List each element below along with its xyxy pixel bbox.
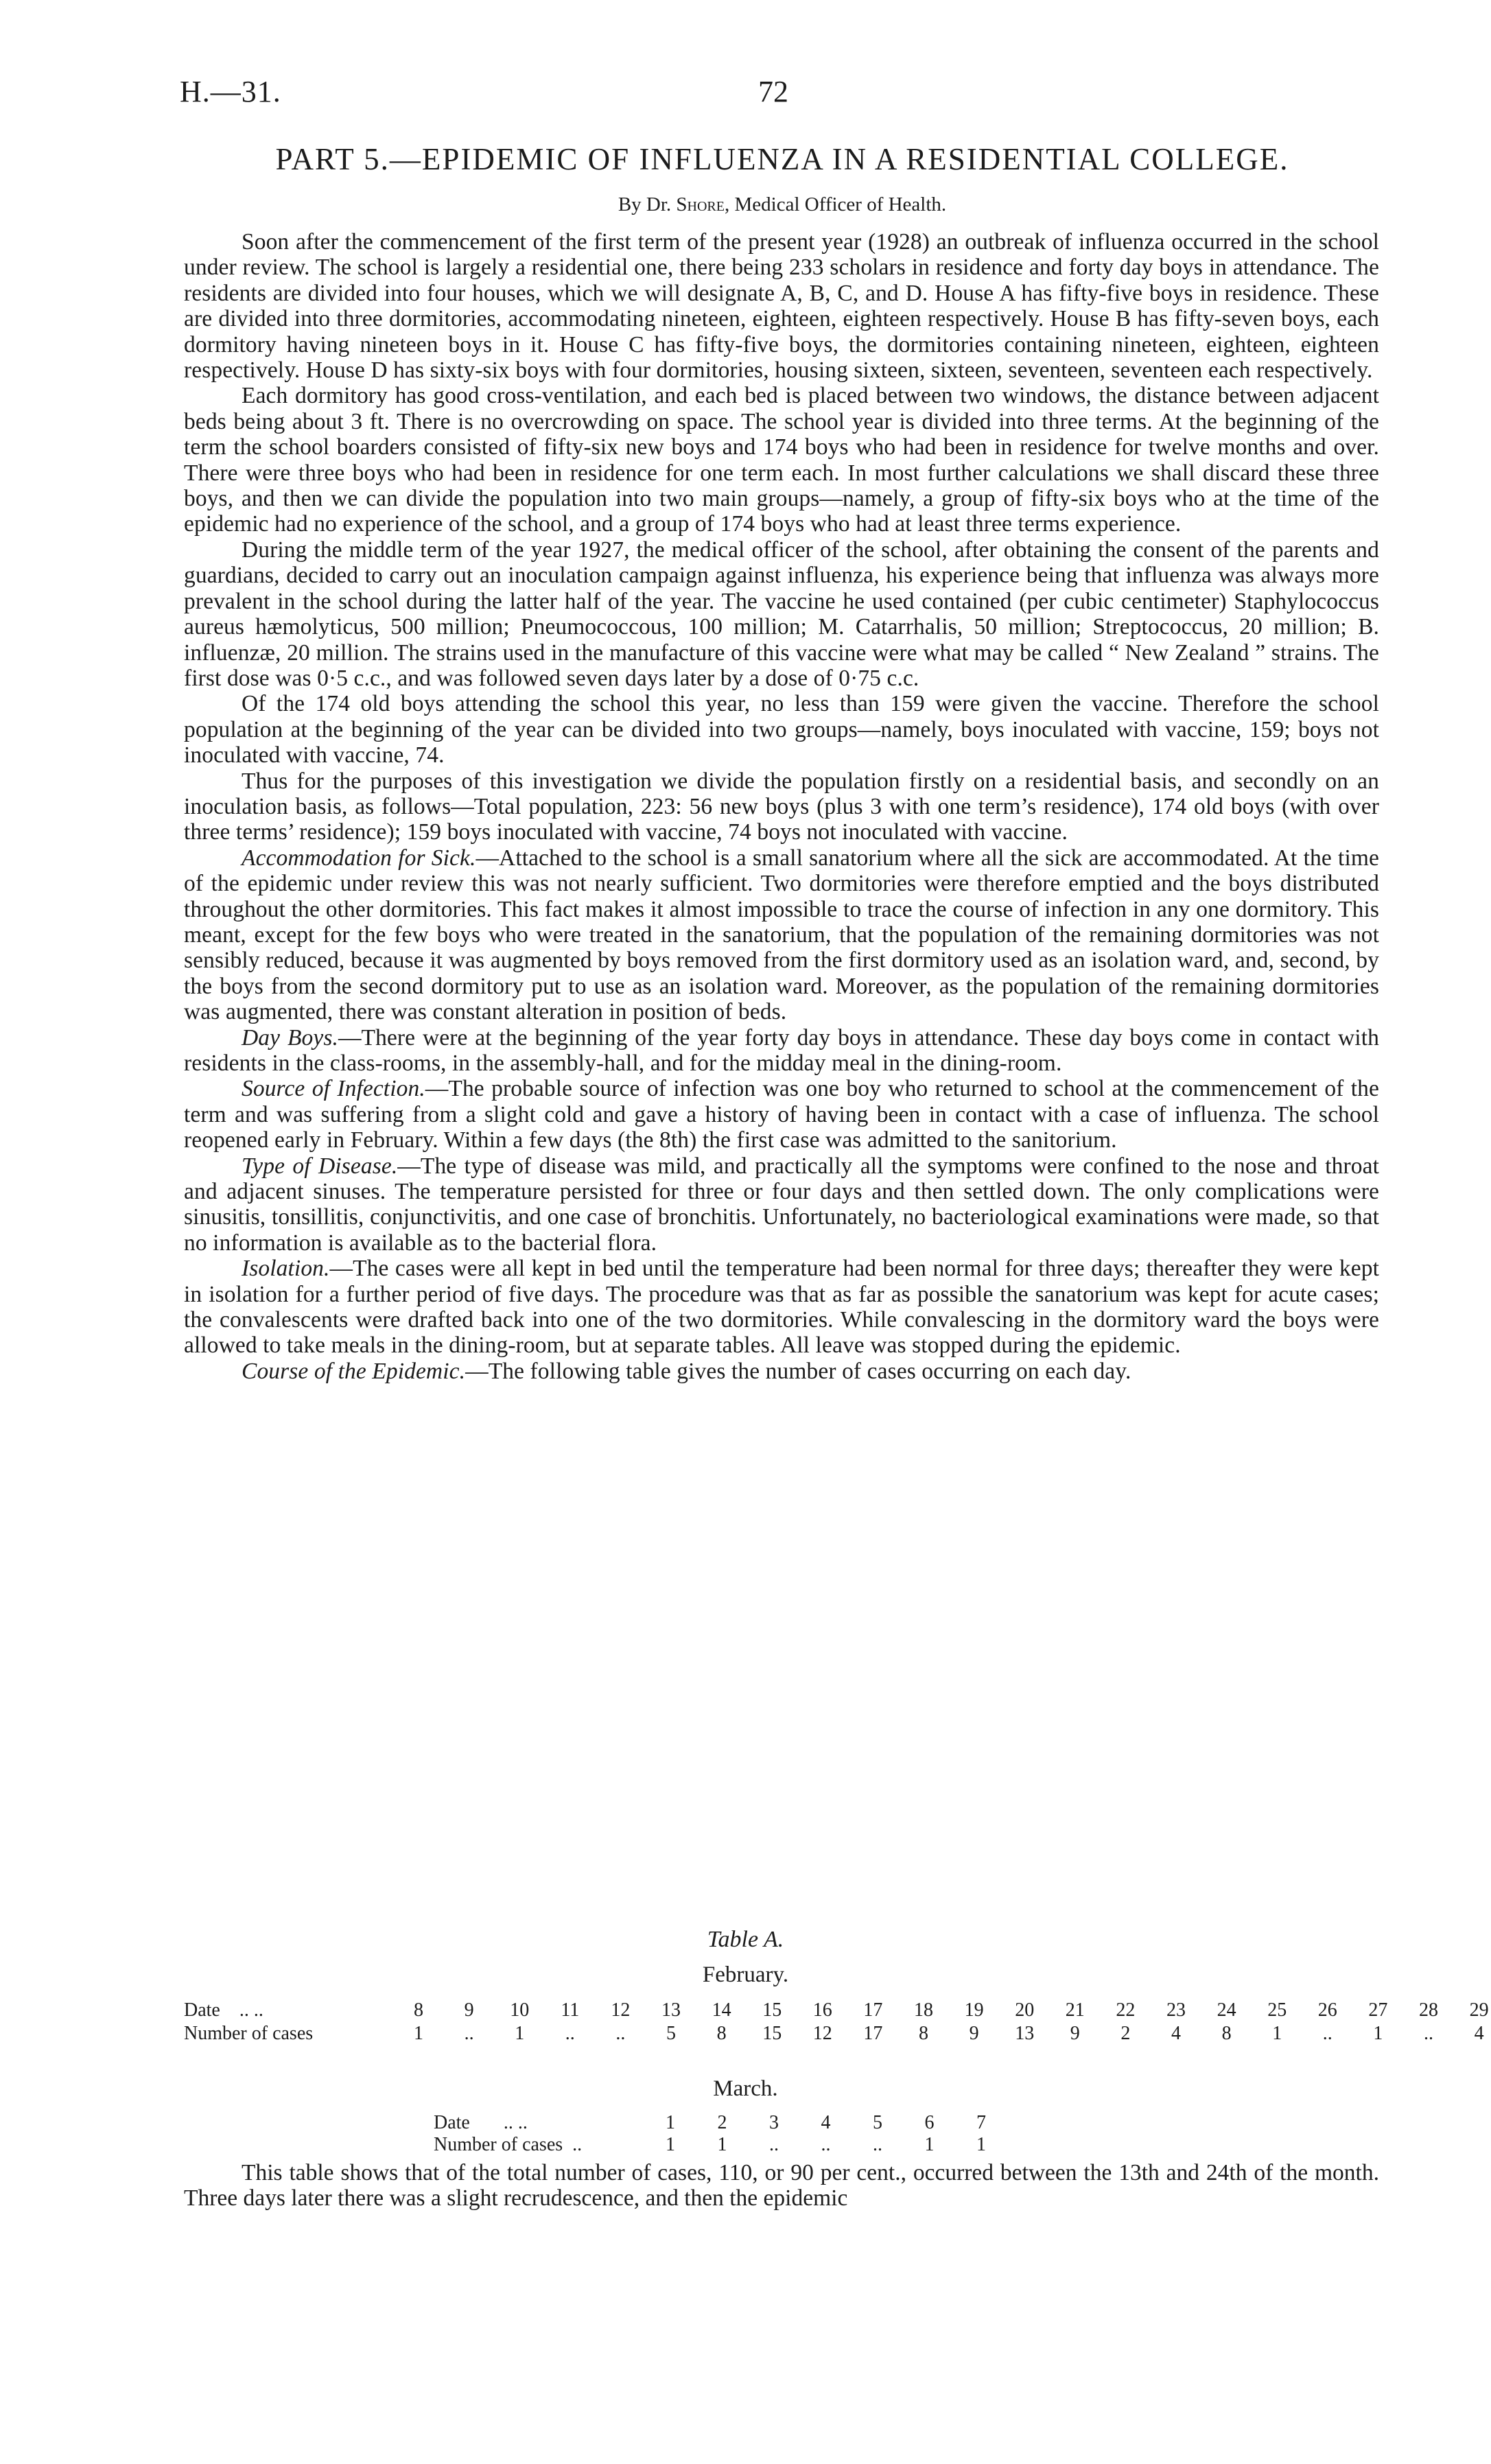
table-date-cell: 22 [1116, 1999, 1136, 2021]
table-cases-cell: 1 [924, 2134, 935, 2155]
table-cases-cell: 1 [666, 2134, 675, 2155]
table-cases-cell: 17 [863, 2023, 883, 2044]
author-name: Shore [676, 193, 725, 215]
table-date-cell: 6 [924, 2112, 935, 2133]
paragraph-source: Source of Infection.—The probable source of infection was one boy who returned to school at the commencement of the term and was suffering from a slight cold and gave a history of having been in contact with a case of influenza. The school reopened early in February. Within a few days (the 8th) the first case was admitted to the sanitorium. [184, 1076, 1379, 1153]
table-cases-cell: 8 [1221, 2023, 1232, 2044]
table-cases-cell: 15 [762, 2023, 782, 2044]
table-cases-cell: .. [1322, 2023, 1332, 2044]
table-cases-cell: 8 [919, 2023, 928, 2044]
section-heading: Day Boys. [242, 1024, 338, 1051]
march-date-row [434, 2112, 1188, 2134]
table-date-cell: 14 [712, 1999, 731, 2021]
section-heading: Source of Infection. [242, 1076, 425, 1102]
table-date-cell: 28 [1419, 1999, 1438, 2021]
table-cases-cell: .. [1424, 2023, 1433, 2044]
table-cases-cell: 4 [1171, 2023, 1181, 2044]
table-cases-cell: 1 [1272, 2023, 1282, 2044]
paragraph-isolation: Isolation.—The cases were all kept in bed until the temperature had been normal for three days; thereafter they were kept in isolation for a further period of five days. The procedure was that as far as possible the sanatorium was kept for acute cases; the convalescents were drafted back into one of the two dormitories. While convalescing in the dormitory ward the boys were allowed to take meals in the dining-room, but at separate tables. All leave was stopped during the epidemic. [184, 1256, 1379, 1359]
section-heading: Isolation. [242, 1256, 330, 1282]
table-cases-cell: .. [615, 2023, 626, 2044]
section-heading: Accommodation for Sick. [242, 845, 476, 871]
table-date-cell: 29 [1469, 1999, 1489, 2021]
table-date-cell: 1 [666, 2112, 675, 2133]
table-date-cell: 27 [1368, 1999, 1388, 2021]
table-date-cell: 11 [561, 1999, 580, 2021]
table-cases-cell: 2 [1120, 2023, 1131, 2044]
table-cases-cell: 4 [1474, 2023, 1484, 2044]
table-date-cell: 16 [812, 1999, 832, 2021]
table-date-cell: 4 [821, 2112, 831, 2133]
table-date-cell: 15 [762, 1999, 782, 2021]
table-cases-cell: 9 [1070, 2023, 1080, 2044]
byline [185, 193, 1379, 216]
row-label: Date .. .. [434, 2112, 528, 2133]
table-date-cell: 17 [863, 1999, 883, 2021]
february-date-row [184, 1999, 1489, 2021]
paragraph: Soon after the commencement of the first term of the present year (1928) an outbreak of influenza occurred in the school under review. The school is largely a residential one, there being 233 scholars in residence and forty day boys in attendance. The residents are divided into four houses, which we will designate A, B, C, and D. House A has fifty-five boys in residence. These are divided into three dormitories, accommodating nineteen, eighteen, eighteen respectively. House B has fifty-seven boys, each dormitory having nineteen boys in it. House C has fifty-five boys, the dormitories containing nineteen, eighteen, eighteen respectively. House D has sixty-six boys with four dormitories, housing sixteen, sixteen, seventeen, seventeen each respectively. [184, 229, 1379, 384]
paragraph: Of the 174 old boys attending the school this year, no less than 159 were given the vaccine. Therefore the school population at the beginning of the year can be divided into two groups—namely, boys inoculated with vaccine, 159; boys not inoculated with vaccine, 74. [184, 691, 1379, 768]
table-month-march: March. [713, 2076, 778, 2101]
row-label: Date .. .. [184, 1999, 263, 2021]
section-heading: Course of the Epidemic. [242, 1358, 466, 1384]
row-label: Number of cases .. [434, 2134, 583, 2155]
table-cases-cell: 12 [812, 2023, 832, 2044]
table-cases-cell: 13 [1015, 2023, 1035, 2044]
table-cases-cell: 1 [515, 2023, 525, 2044]
table-date-cell: 25 [1267, 1999, 1287, 2021]
table-date-cell: 20 [1015, 1999, 1035, 2021]
section-heading: Type of Disease. [242, 1153, 398, 1179]
table-date-cell: 26 [1317, 1999, 1337, 2021]
table-date-cell: 9 [464, 1999, 474, 2021]
table-date-cell: 13 [661, 1999, 681, 2021]
report-reference: H.—31. [180, 75, 281, 108]
table-date-cell: 19 [964, 1999, 984, 2021]
table-cases-cell: 8 [716, 2023, 727, 2044]
table-cases-cell: .. [769, 2134, 779, 2155]
table-date-cell: 7 [976, 2112, 986, 2133]
table-date-cell: 10 [510, 1999, 530, 2021]
table-date-cell: 2 [717, 2112, 727, 2133]
table-date-cell: 24 [1217, 1999, 1236, 2021]
march-cases-row [434, 2134, 1188, 2156]
paragraph-type: Type of Disease.—The type of disease was mild, and practically all the symptoms were confined to the nose and throat and adjacent sinuses. The temperature persisted for three or four days and then settled down. The only complications were sinusitis, tonsillitis, conjunctivitis, and one case of bronchitis. Unfortunately, no bacteriological examinations were made, so that no information is available as to the bacterial flora. [184, 1153, 1379, 1256]
paragraph: During the middle term of the year 1927, the medical officer of the school, after obtaining the consent of the parents and guardians, decided to carry out an inoculation campaign against influenza, his experience being that influenza was always more prevalent in the school during the latter half of the year. The vaccine he used contained (per cubic centimeter) Staphylococcus aureus hæmolyticus, 500 million; Pneumococcous, 100 million; M. Catarrhalis, 50 million; Streptococcus, 20 million; B. influenzæ, 20 million. The strains used in the manufacture of this vaccine were what may be called “ New Zealand ” strains. The first dose was 0·5 c.c., and was followed seven days later by a dose of 0·75 c.c. [184, 537, 1379, 691]
table-cases-cell: 1 [1373, 2023, 1383, 2044]
page-title: PART 5.—EPIDEMIC OF INFLUENZA IN A RESIDENTIAL COLLEGE. [275, 142, 1289, 176]
row-label: Number of cases [184, 2023, 314, 2044]
byline-suffix: , Medical Officer of Health. [725, 193, 947, 215]
table-label: Table A. [707, 1927, 784, 1952]
page-number: 72 [758, 75, 788, 108]
table-date-cell: 23 [1166, 1999, 1186, 2021]
table-cases-cell: 1 [414, 2023, 423, 2044]
table-month-february: February. [702, 1962, 789, 1987]
table-cases-cell: 1 [717, 2134, 727, 2155]
table-date-cell: 18 [914, 1999, 933, 2021]
table-cases-cell: 9 [969, 2023, 979, 2044]
table-cases-cell: .. [464, 2023, 474, 2044]
table-date-cell: 12 [611, 1999, 631, 2021]
paragraph-course: Course of the Epidemic.—The following table gives the number of cases occurring on each day. [242, 1358, 1131, 1384]
table-date-cell: 5 [873, 2112, 882, 2133]
paragraph-accommodation: Accommodation for Sick.—Attached to the school is a small sanatorium where all the sick are accommodated. At the time of the epidemic under review this was not nearly sufficient. Two dormitories were therefore emptied and the boys distributed throughout the other dormitories. This fact makes it almost impossible to trace the course of infection in any one dormitory. This meant, except for the few boys who were treated in the sanatorium, that the population of the remaining dormitories was not sensibly reduced, because it was augmented by boys removed from the first dormitory used as an isolation ward, and, second, by the boys from the second dormitory put to use as an isolation ward. Moreover, as the population of the remaining dormitories was augmented, there was constant alteration in position of beds. [184, 845, 1379, 1025]
table-date-cell: 8 [414, 1999, 423, 2021]
table-cases-cell: .. [873, 2134, 882, 2155]
table-date-cell: 3 [769, 2112, 779, 2133]
table-cases-cell: .. [565, 2023, 575, 2044]
february-cases-row [184, 2023, 1484, 2045]
paragraph: Thus for the purposes of this investigation we divide the population firstly on a residential basis, and secondly on an inoculation basis, as follows—Total population, 223: 56 new boys (plus 3 with one term’s residence), 174 old boys (with over three terms’ residence); 159 boys inoculated with vaccine, 74 boys not inoculated with vaccine. [184, 768, 1379, 845]
table-cases-cell: .. [821, 2134, 831, 2155]
byline-prefix: By Dr. [618, 193, 672, 215]
paragraph-day-boys: Day Boys.—There were at the beginning of the year forty day boys in attendance. These day boys come in contact with residents in the class-rooms, in the assembly-hall, and for the midday meal in the dining-room. [184, 1024, 1379, 1076]
paragraph: Each dormitory has good cross-ventilation, and each bed is placed between two windows, the distance between adjacent beds being about 3 ft. There is no overcrowding on space. The school year is divided into three terms. At the beginning of the term the school boarders consisted of fifty-six new boys and 174 boys who had been in residence for twelve months and over. There were three boys who had been in residence for one term each. In most further calculations we shall discard these three boys, and then we can divide the population into two main groups—namely, a group of fifty-six boys who at the time of the epidemic had no experience of the school, and a group of 174 boys who had at least three terms experience. [184, 383, 1379, 537]
table-cases-cell: 1 [976, 2134, 986, 2155]
article-body [184, 229, 1379, 1384]
table-cases-cell: 5 [666, 2023, 676, 2044]
table-date-cell: 21 [1065, 1999, 1085, 2021]
closing-paragraph: This table shows that of the total number of cases, 110, or 90 per cent., occurred between the 13th and 24th of the month. Three days later there was a slight recrudescence, and then the epidemic [184, 2160, 1379, 2211]
